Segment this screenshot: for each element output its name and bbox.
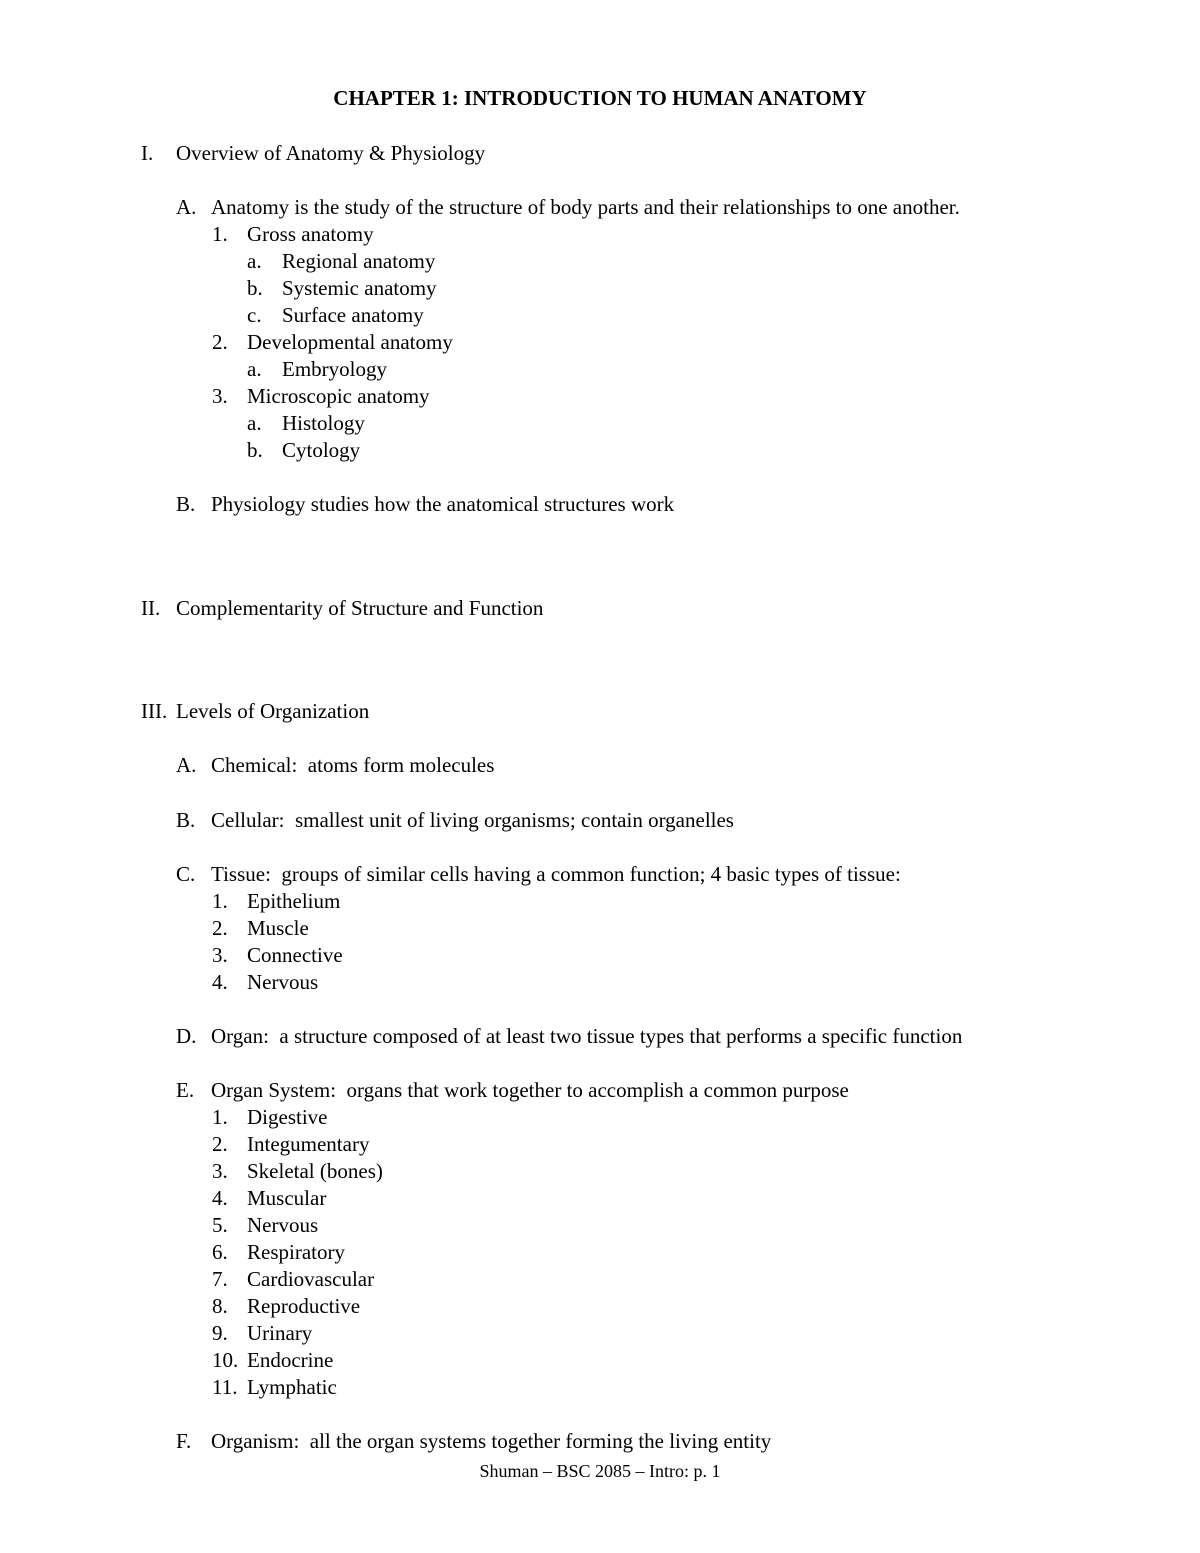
item-text: Histology <box>282 411 365 435</box>
item-marker: 2. <box>212 1132 228 1156</box>
item-text: Cellular: smallest unit of living organisms; contain organelles <box>211 808 734 832</box>
item-text: Urinary <box>247 1321 313 1345</box>
item-text: Skeletal (bones) <box>247 1159 383 1183</box>
chapter-title: CHAPTER 1: INTRODUCTION TO HUMAN ANATOMY <box>333 86 867 110</box>
item-marker: 4. <box>212 1186 228 1210</box>
item-text: Gross anatomy <box>247 222 374 246</box>
item-marker: 1. <box>212 1105 228 1129</box>
item-marker: 7. <box>212 1267 228 1291</box>
item-marker: I. <box>141 141 154 165</box>
item-text: Tissue: groups of similar cells having a common function; 4 basic types of tissue: <box>211 862 901 886</box>
item-marker: 11. <box>212 1375 238 1399</box>
item-marker: III. <box>141 699 168 723</box>
item-text: Muscle <box>247 916 309 940</box>
item-marker: 2. <box>212 916 228 940</box>
item-text: Chemical: atoms form molecules <box>211 753 495 777</box>
item-marker: a. <box>247 357 262 381</box>
item-marker: 10. <box>212 1348 239 1372</box>
item-text: Surface anatomy <box>282 303 424 327</box>
item-marker: 6. <box>212 1240 228 1264</box>
item-marker: 8. <box>212 1294 228 1318</box>
item-text: Organism: all the organ systems together forming the living entity <box>211 1429 772 1453</box>
item-marker: 9. <box>212 1321 228 1345</box>
item-text: Nervous <box>247 1213 319 1237</box>
item-text: Endocrine <box>247 1348 334 1372</box>
item-text: Embryology <box>282 357 387 381</box>
item-marker: II. <box>141 596 161 620</box>
item-marker: C. <box>176 862 196 886</box>
item-marker: b. <box>247 438 263 462</box>
item-marker: 2. <box>212 330 228 354</box>
item-marker: B. <box>176 808 196 832</box>
item-text: Organ: a structure composed of at least two tissue types that performs a specific function <box>211 1024 963 1048</box>
item-marker: B. <box>176 492 196 516</box>
item-text: Lymphatic <box>247 1375 337 1399</box>
item-text: Respiratory <box>247 1240 345 1264</box>
item-text: Reproductive <box>247 1294 361 1318</box>
item-text: Physiology studies how the anatomical structures work <box>211 492 675 516</box>
item-text: Nervous <box>247 970 319 994</box>
item-text: Levels of Organization <box>176 699 370 723</box>
item-text: Anatomy is the study of the structure of body parts and their relationships to one another. <box>211 195 960 219</box>
item-text: Epithelium <box>247 889 341 913</box>
item-text: Systemic anatomy <box>282 276 437 300</box>
item-marker: E. <box>176 1078 195 1102</box>
item-text: Developmental anatomy <box>247 330 453 354</box>
item-text: Connective <box>247 943 343 967</box>
item-marker: 1. <box>212 222 228 246</box>
item-marker: 3. <box>212 943 228 967</box>
item-marker: 4. <box>212 970 228 994</box>
item-marker: A. <box>176 753 197 777</box>
item-text: Complementarity of Structure and Function <box>176 596 544 620</box>
item-marker: D. <box>176 1024 197 1048</box>
item-marker: 3. <box>212 1159 228 1183</box>
item-text: Muscular <box>247 1186 327 1210</box>
item-text: Microscopic anatomy <box>247 384 430 408</box>
item-marker: 1. <box>212 889 228 913</box>
item-text: Organ System: organs that work together to accomplish a common purpose <box>211 1078 849 1102</box>
item-marker: 3. <box>212 384 228 408</box>
item-marker: a. <box>247 411 262 435</box>
item-marker: A. <box>176 195 197 219</box>
item-marker: b. <box>247 276 263 300</box>
item-text: Cardiovascular <box>247 1267 375 1291</box>
item-text: Digestive <box>247 1105 328 1129</box>
item-text: Integumentary <box>247 1132 370 1156</box>
item-marker: a. <box>247 249 262 273</box>
item-text: Cytology <box>282 438 361 462</box>
item-marker: c. <box>247 303 262 327</box>
item-marker: F. <box>176 1429 192 1453</box>
page-footer: Shuman – BSC 2085 – Intro: p. 1 <box>479 1461 721 1481</box>
item-text: Regional anatomy <box>282 249 436 273</box>
item-text: Overview of Anatomy & Physiology <box>176 141 486 165</box>
item-marker: 5. <box>212 1213 228 1237</box>
